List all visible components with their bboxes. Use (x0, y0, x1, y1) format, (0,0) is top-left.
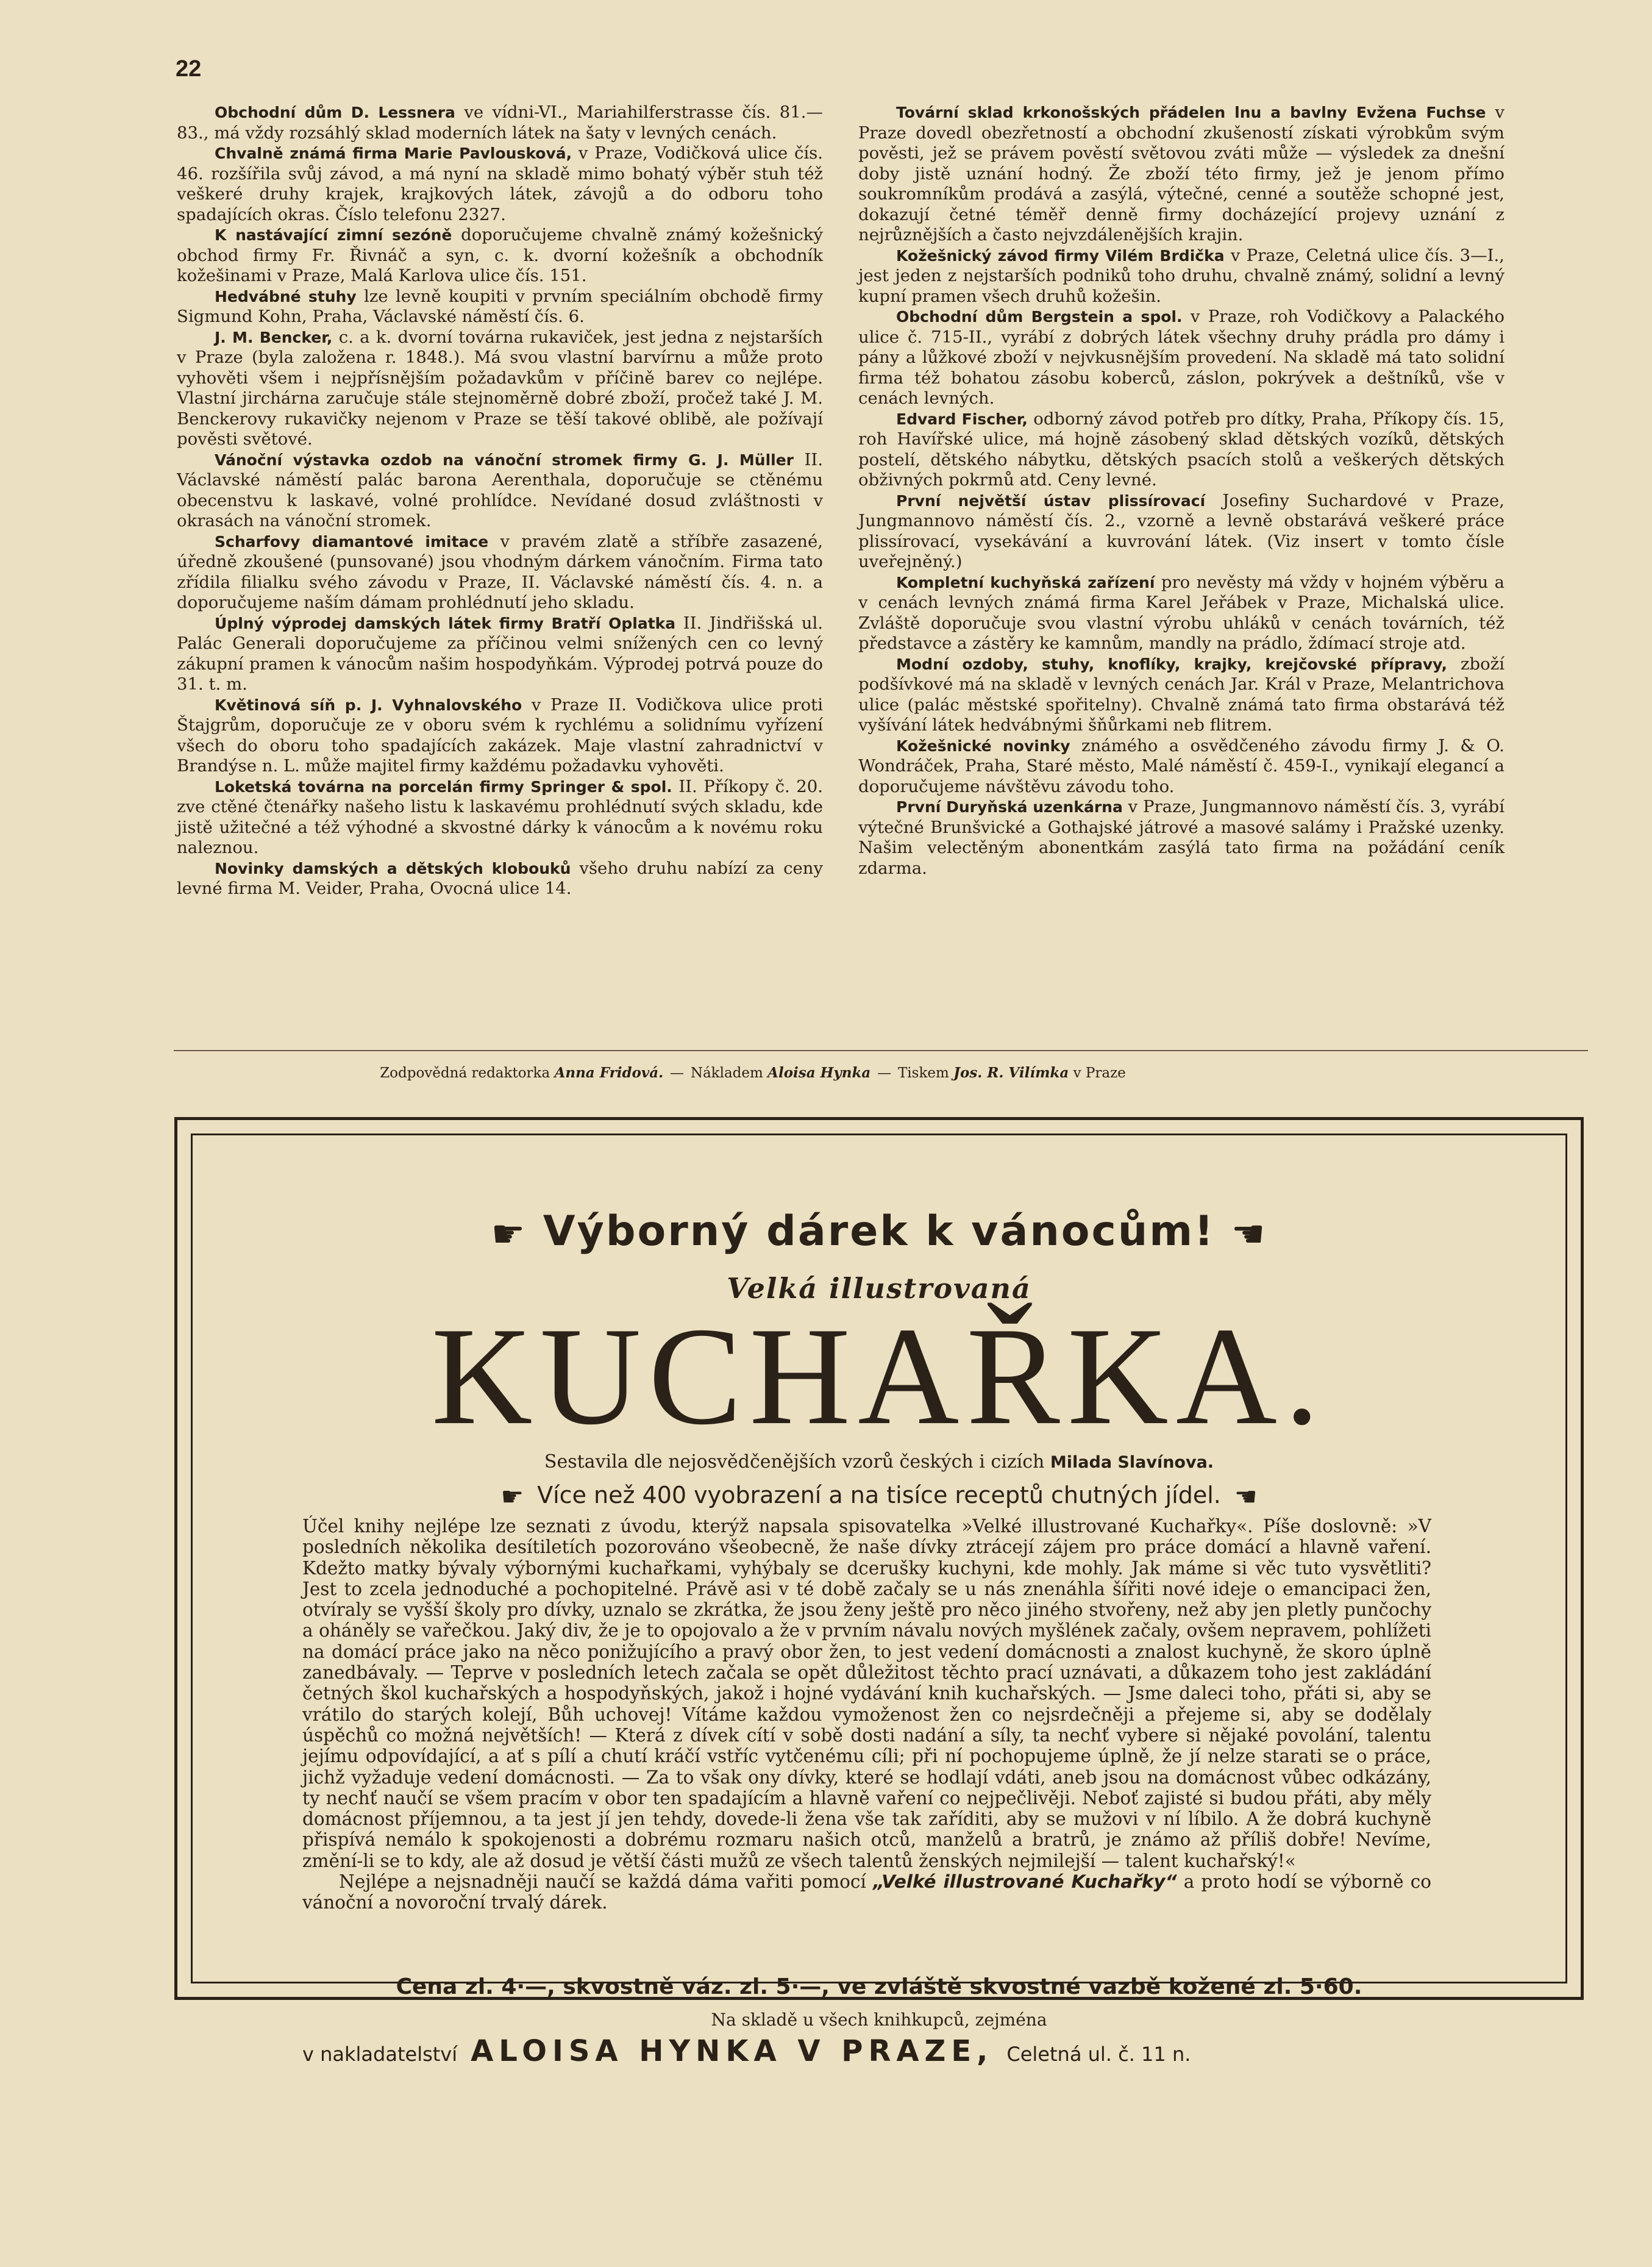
ad-tagline: ☛ Více než 400 vyobrazení a na tisíce receptů chutných jídel. ☚ (500, 1482, 1258, 1512)
ad-price-line: Cena zl. 4·—, skvostně váz. zl. 5·—, ve zvláště skvostné vazbě kožené zl. 5·60. (396, 1974, 1362, 1999)
advertisement-inner-frame (191, 1134, 1567, 2068)
ad-author: Milada Slavínova. (1050, 1453, 1214, 1472)
notice-vyhnalovsky: Květinová síň p. J. Vyhnalovského v Praze II. Vodičkova ulice proti Štajgrům, doporučuje ze v oboru svém k rychlému a solidnímu vyřízení všech do oboru toho spadajících zakázek. Maje vlastní zahradnictví v Brandýse n. L. může majitel firmy každému požadavku vyhověti. (177, 694, 824, 776)
notice-kral: Modní ozdoby, stuhy, knoflíky, krajky, krejčovské přípravy, zboží podšívkové má na skladě v levných cenách Jar. Král v Praze, Melantrichova ulice (palác městské spořitelny). Chvalně známá tato firma obstarává též vyšívání látek hedvábnými šňůrkami neb flitrem. (858, 654, 1504, 735)
imprint-publisher: Aloisa Hynka (767, 1065, 871, 1081)
column-divider-rule (174, 1050, 1588, 1051)
notice-bergstein: Obchodní dům Bergstein a spol. v Praze, roh Vodičkovy a Palackého ulice č. 715-II., vyrábí z dobrých látek všechny druhy prádla pro dámy i pány a lůžkové zboží v nejvkusnějším provedení. Na skladě má tato solidní firma též bohatou zásobu koberců, záslon, pokrývek a deštníků, vše v cenách levných. (858, 307, 1504, 408)
pointing-hand-left-icon: ☚ (1231, 1211, 1267, 1256)
notice-oplatka: Úplný výprodej damských látek firmy Bratří Oplatka II. Jindřišská ul. Palác Generali doporučujeme za příčinou velmi snížených cen co levný zákupní pramen k vánocům našim hospodyňkám. Výprodej potrvá pouze do 31. t. m. (177, 613, 823, 694)
advertisement-box (174, 1117, 1584, 2068)
notice-lessner: Obchodní dům D. Lessnera ve vídni-VI., Mariahilferstrasse čís. 81.—83., má vždy rozsáhlý sklad moderních látek na šaty v levných cenách. (177, 102, 824, 143)
ad-publisher-name: ALOISA HYNKA V PRAZE, (471, 2034, 994, 2068)
notice-scharf: Scharfovy diamantové imitace v pravém zlatě a stříbře zasazené, úředně zkoušené (punsované) jsou vhodným dárkem vánočním. Firma tato zřídila filialku svého závodu v Praze, II. Václavské náměstí čís. 4. n. a doporučujeme naším dámam prohlédnutí jeho skladu. (177, 531, 823, 612)
ad-body-text (302, 1516, 1431, 1913)
pointing-hand-right-icon: ☛ (491, 1211, 527, 1256)
notice-brdicka: Kožešnický závod firmy Vilém Brdička v Praze, Celetná ulice čís. 3—I., jest jeden z nejstarších podniků toho druhu, chvalně známý, solidní a levný kupní pramen všech druhů kožešin. (858, 245, 1504, 306)
notice-bencker: J. M. Bencker, c. a k. dvorní továrna rukaviček, jest jedna z nejstarších v Praze (byla založena r. 1848.). Má svou vlastní barvírnu a může proto vyhověti všem i nejpřísnějším požadavkům v příčině barev co nejlépe. Vlastní jirchárna zaručuje stále stejnoměrně dobré zboží, pročež také J. M. Benckerovy rukavičky nejenom v Praze se těší takové oblibě, ale požívají pověsti světové. (177, 327, 823, 449)
notice-fuchs: Tovární sklad krkonošských přádelen lnu a bavlny Evžena Fuchse v Praze dovedl obezřetností a obchodní zkušeností získati výrobkům svým pověsti, jež se právem pověstí světovou zváti může — výsledek za dnešní doby jistě uznání hodný. Že zboží této firmy, jež je jenom přímo soukromníkům prodává a zasýlá, výtečné, cenné a soutěže schopné jest, dokazují četné téměř denně firmy docházející projevy uznání z nejrůznějších a často nejvzdálenějších krajin. (858, 102, 1505, 245)
notice-wondracek: Kožešnické novinky známého a osvědčeného závodu firmy J. & O. Wondráček, Praha, Staré město, Malé náměstí č. 459-I., vynikají elegancí a doporučujeme návštěvu závodu toho. (858, 735, 1505, 796)
notice-rivnac: K nastávající zimní sezóně doporučujeme chvalně známý kožešnický obchod firmy Fr. Řivnáč a syn, c. k. dvorní kožešník a obchodník kožešinami v Praze, Malá Karlova ulice čís. 151. (177, 225, 823, 285)
notice-durynska: První Duryňská uzenkárna v Praze, Jungmannovo náměstí čís. 3, vyrábí výtečné Brunšvické a Gothajské játrové a masové salámy i Pražské uzenky. Našim velectěným abonentkám zasýlá tato firma na požádání ceník zdarma. (858, 797, 1504, 878)
ad-closing-paragraph: Nejlépe a nejsnadněji naučí se každá dáma vařiti pomocí „Velké illustrované Kuchařky“ a proto hodí se výborně co vánoční a novoroční trvalý dárek. (302, 1871, 1431, 1913)
page-number: 22 (176, 56, 202, 82)
notice-kohn: Hedvábné stuhy lze levně koupiti v prvním speciálním obchodě firmy Sigmund Kohn, Praha, Václavské náměstí čís. 6. (177, 286, 823, 326)
right-column (858, 102, 1504, 879)
left-column (177, 102, 823, 899)
ad-stock-line: Na skladě u všech knihkupců, zejména (711, 2010, 1047, 2030)
imprint-printer: Jos. R. Vilímka (953, 1065, 1069, 1081)
notice-veider: Novinky damských a dětských klobouků všeho druhu nabízí za ceny levné firma M. Veider, Praha, Ovocná ulice 14. (177, 858, 823, 898)
pointing-hand-right-icon: ☛ (500, 1482, 524, 1512)
ad-author-line: Sestavila dle nejosvědčenějších vzorů českých i cizích Milada Slavínova. (544, 1451, 1214, 1473)
notice-fischer: Edvard Fischer, odborný závod potřeb pro dítky, Praha, Příkopy čís. 15, roh Havířské ulice, má hojně zásobený sklad dětských vozíků, dětských postelí, dětského nábytku, dětských psacích stolů a veškerých dětských obživných pokrmů atd. Ceny levné. (858, 409, 1504, 490)
imprint-editor: Anna Fridová. (554, 1065, 664, 1081)
imprint-line: Zodpovědná redaktorka Anna Fridová. — Nákladem Aloisa Hynka — Tiskem Jos. R. Vilímka v Praze (380, 1065, 1126, 1081)
ad-intro-paragraph: Účel knihy nejlépe lze seznati z úvodu, kterýž napsala spisovatelka »Velké illustrované Kuchařky«. Píše doslovně: »V posledních několika desítiletích pozorováno všeobecně, že naše dívky ztrácejí zájem pro práce domácí a hlavně vaření. Kdežto matky bývaly výbornými kuchařkami, vyhýbaly se dcerušky kuchyni, kde mohly. Jak máme si věc tuto vysvětliti? Jest to zcela jednoduché a pochopitelné. Právě asi v té době začaly se u nás znenáhla šířiti nové ideje o emancipaci žen, otvíraly se vyšší školy pro dívky, uznalo se zkrátka, že jsou ženy ještě pro něco jiného stvořeny, než aby jen pletly punčochy a oháněly se vařečkou. Jaký div, že je to opojovalo a že v prvním návalu nových myšlének začaly, ovšem nepravem, pohlížeti na domácí práce jako na něco ponižujícího a pravý obor žen, to jest vedení domácnosti a znalost kuchyně, že skoro úplně zanedbávaly. — Teprve v posledních letech začala se opět důležitost těchto prací uznávati, a důkazem toho jest zakládání četných škol kuchařských a hospodyňských, jakož i hojné vydávání knih kuchařských. — Jsme daleci toho, přáti si, aby se vrátilo do starých kolejí, Bůh uchovej! Vítáme každou vymoženost žen co nejsrdečněji a přejeme si, aby se dodělaly úspěchů co možná největších! — Která z dívek cítí v sobě dosti nadání a síly, ta nechť vybere si nějaké povolání, talentu jejímu odpovídající, a ať s pílí a chutí kráčí vstříc vytčenému cíli; při ní pochopujeme úplně, že jí nelze starati se o práce, jichž vyžaduje vedení domácnosti. — Za to však ony dívky, které se hodlají vdáti, aneb jsou na domácnost vůbec odkázány, ty nechť naučí se všem pracím v obor ten spadajícím a hlavně vaření co nejpečlivěji. Neboť zajisté si budou přáti, aby měly domácnost příjemnou, a ta jest jí jen tehdy, dovede-li žena vše tak zaříditi, aby se mužovi v ní líbilo. A že dobrá kuchyně přispívá nemálo k spokojenosti a dobrému rozmaru našich otců, manželů a bratrů, je známo až příliš dobře! Nevíme, změní-li se to kdy, ale až dosud je větší části mužů ze všech talentů ženských nejmilejší — talent kuchařský!« (302, 1516, 1431, 1871)
ad-publisher-line: v nakladatelství ALOISA HYNKA V PRAZE, Celetná ul. č. 11 n. (302, 2034, 1191, 2068)
notice-pavlouskova: Chvalně známá firma Marie Pavlousková, v Praze, Vodičková ulice čís. 46. rozšířila svůj závod, a má nyní na skladě mimo bohatý výběr stuh též veškeré druhy krajek, krajkových látek, závojů a do odboru toho spadajících okras. Číslo telefonu 2327. (177, 143, 823, 224)
ad-subtitle: Velká illustrovaná (727, 1272, 1031, 1305)
pointing-hand-left-icon: ☚ (1234, 1482, 1258, 1512)
ad-headline: ☛ Výborný dárek k vánocům! ☚ (491, 1207, 1267, 1256)
notice-muller: Vánoční výstavka ozdob na vánoční stromek firmy G. J. Müller II. Václavské náměstí palác barona Aerenthala, doporučuje se ctěnému obecenstvu k laskavé, volné prohlídce. Nevídané dosud zvláštnosti v okrasách na vánoční stromek. (177, 449, 823, 530)
ad-title: KUCHAŘKA. (431, 1298, 1327, 1454)
notice-springer: Loketská továrna na porcelán firmy Springer & spol. II. Příkopy č. 20. zve ctěné čtenářky našeho listu k laskavému prohlédnutí svých skladu, kde jistě užitečné a též výhodné a skvostné dárky k vánocům a k novému roku naleznou. (177, 776, 823, 857)
notice-suchardova: První největší ústav plissírovací Josefiny Suchardové v Praze, Jungmannovo náměstí čís. 2., vzorně a levně obstarává veškeré práce plissírovací, vysekávání a kuvrování látek. (Viz insert v tomto čísle uveřejněný.) (858, 490, 1504, 571)
notice-jerabek: Kompletní kuchyňská zařízení pro nevěsty má vždy v hojném výběru a v cenách levných známá firma Karel Jeřábek v Praze, Michalská ulice. Zvláště doporučuje svou vlastní výrobu uhláků v cenách továrních, též představce a zástěry ke kamnům, mandly na prádlo, ždímací stroje atd. (858, 572, 1504, 653)
